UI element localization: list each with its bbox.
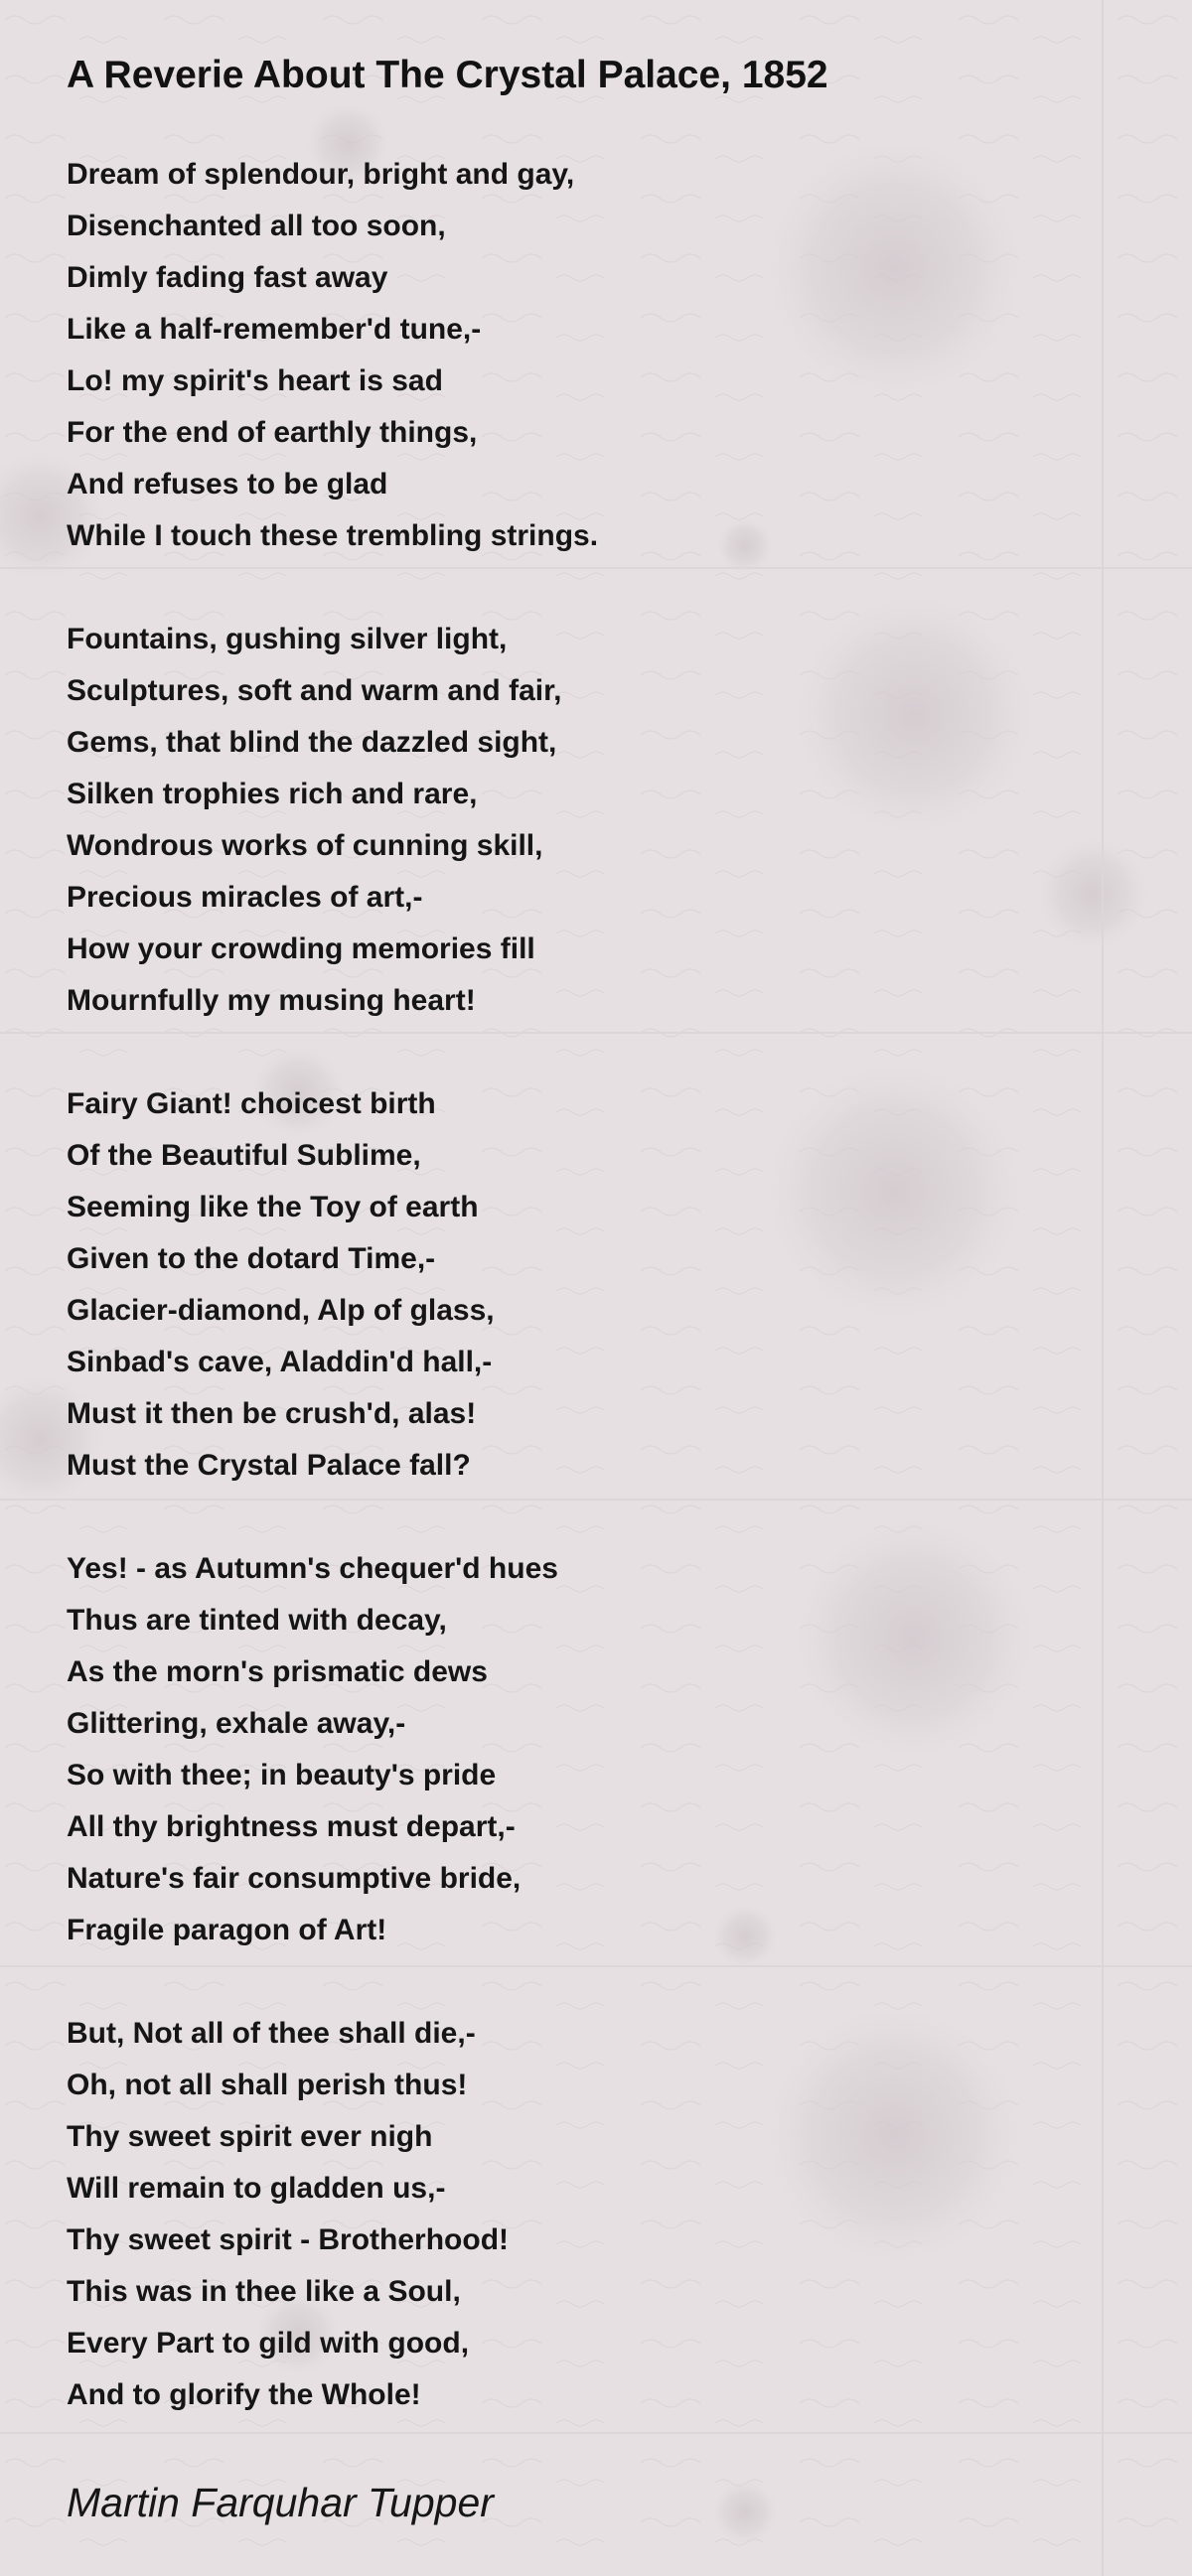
poem-line: Will remain to gladden us,- (67, 2172, 446, 2205)
poem-line: Mournfully my musing heart! (67, 984, 476, 1017)
poem-line: Glittering, exhale away,- (67, 1707, 406, 1740)
stanza-4 (67, 1543, 1139, 1956)
poem-line: Dimly fading fast away (67, 261, 388, 294)
poem-line: Precious miracles of art,- (67, 881, 423, 914)
stanza-3 (67, 1078, 1139, 1492)
poem-line: Sculptures, soft and warm and fair, (67, 674, 562, 707)
poem-line: Dream of splendour, bright and gay, (67, 158, 575, 191)
poem-line: Of the Beautiful Sublime, (67, 1139, 421, 1172)
poem-line: Gems, that blind the dazzled sight, (67, 726, 557, 759)
poem-line: Fragile paragon of Art! (67, 1914, 387, 1946)
poem-line: So with thee; in beauty's pride (67, 1759, 497, 1791)
poem-line: Thy sweet spirit ever nigh (67, 2120, 433, 2153)
poem-line: And refuses to be glad (67, 468, 388, 501)
poem-line: While I touch these trembling strings. (67, 519, 599, 552)
poem-line: Seeming like the Toy of earth (67, 1191, 479, 1223)
poem-line: Yes! - as Autumn's chequer'd hues (67, 1552, 558, 1585)
poem-line: How your crowding memories fill (67, 932, 535, 965)
poem-line: Must the Crystal Palace fall? (67, 1449, 471, 1482)
poem-line: And to glorify the Whole! (67, 2378, 421, 2411)
stanza-1 (67, 149, 1139, 562)
poem-line: For the end of earthly things, (67, 416, 478, 449)
poem-line: Thy sweet spirit - Brotherhood! (67, 2223, 510, 2256)
stanza-2 (67, 614, 1139, 1027)
poem-line: All thy brightness must depart,- (67, 1810, 516, 1843)
poem-line: Wondrous works of cunning skill, (67, 829, 543, 862)
poem-line: Lo! my spirit's heart is sad (67, 364, 443, 397)
poem-line: Glacier-diamond, Alp of glass, (67, 1294, 495, 1327)
poem-line: Fairy Giant! choicest birth (67, 1087, 436, 1120)
poem-line: Thus are tinted with decay, (67, 1604, 447, 1637)
poem-line: Fountains, gushing silver light, (67, 623, 508, 655)
poem-line: Given to the dotard Time,- (67, 1242, 436, 1275)
poem-line: Silken trophies rich and rare, (67, 778, 478, 810)
stanza-5 (67, 2008, 1139, 2421)
poem-container (67, 46, 1139, 2532)
poem-line: But, Not all of thee shall die,- (67, 2017, 476, 2050)
poem-line: Must it then be crush'd, alas! (67, 1397, 477, 1430)
poem-author: Martin Farquhar Tupper (67, 2480, 494, 2525)
poem-line: Like a half-remember'd tune,- (67, 313, 482, 346)
poem-line: As the morn's prismatic dews (67, 1655, 488, 1688)
poem-line: This was in thee like a Soul, (67, 2275, 461, 2308)
poem-line: Sinbad's cave, Aladdin'd hall,- (67, 1346, 493, 1378)
poem-line: Disenchanted all too soon, (67, 210, 446, 242)
poem-line: Nature's fair consumptive bride, (67, 1862, 522, 1895)
poem-title: A Reverie About The Crystal Palace, 1852 (67, 54, 828, 96)
poem-line: Oh, not all shall perish thus! (67, 2069, 468, 2101)
poem-line: Every Part to gild with good, (67, 2327, 470, 2360)
